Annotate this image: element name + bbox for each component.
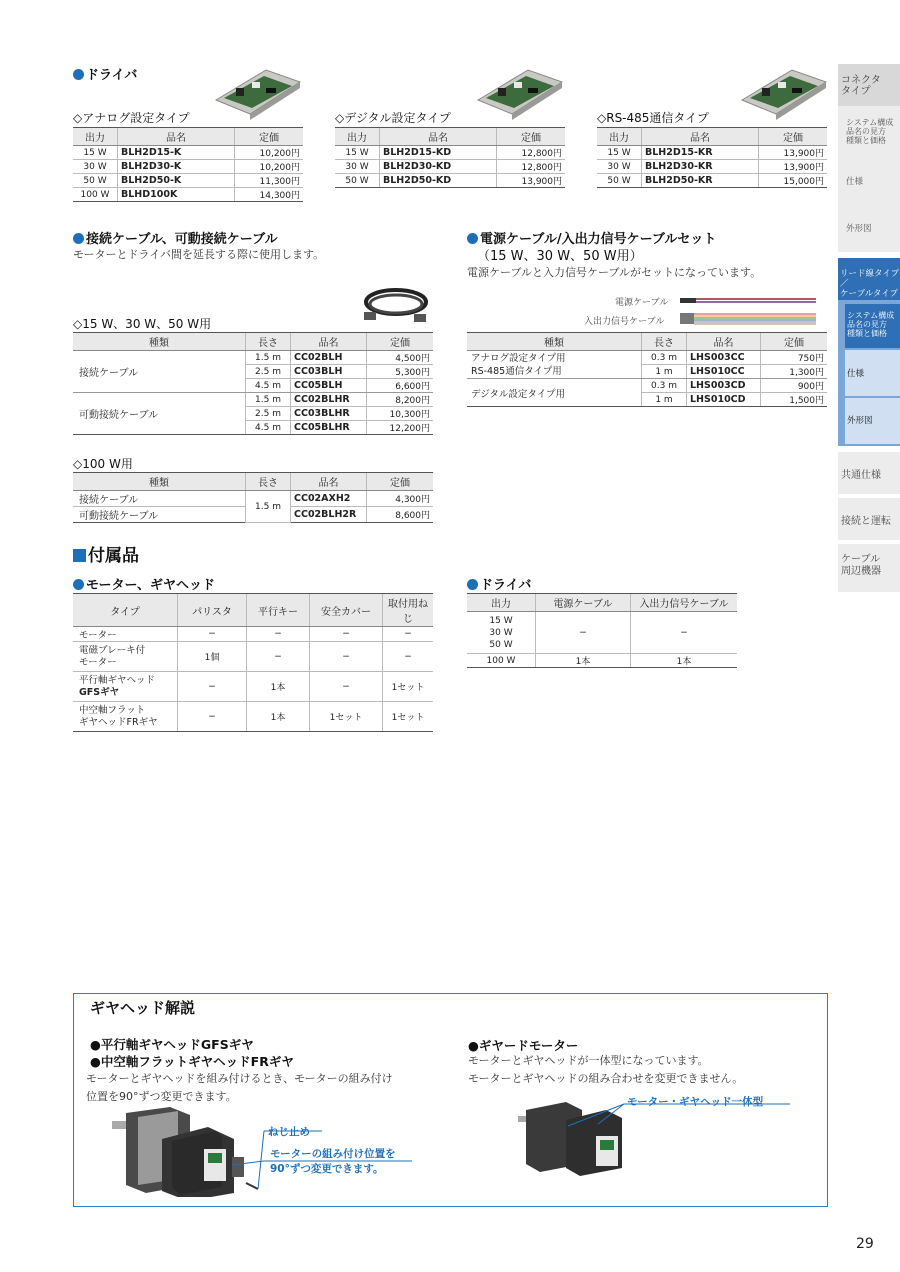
table-row: 30 W BLH2D30-KD 12,800円	[335, 160, 565, 174]
table-row: 30 W BLH2D30-KR 13,900円	[597, 160, 827, 174]
geared-motor-desc-1: モーターとギヤヘッドが一体型になっています。	[468, 1054, 709, 1067]
col-header: 出力	[597, 128, 642, 146]
sidebar-label: 外形図	[846, 224, 872, 234]
table-row: 1 m LHS010CC 1,300円	[467, 365, 827, 379]
driver-digital-title: ◇デジタル設定タイプ	[335, 111, 451, 125]
col-header: 長さ	[642, 333, 687, 351]
col-header: 平行キー	[247, 594, 310, 627]
table-row: モーター − − − −	[73, 627, 433, 642]
sidebar-label: ケーブル 周辺機器	[841, 554, 881, 577]
power-cable-image	[680, 294, 820, 308]
sidebar-label: 仕様	[846, 177, 864, 187]
col-header: 品名	[380, 128, 497, 146]
accessory-motor-heading: モーター、ギヤヘッド	[73, 574, 215, 593]
accessory-section-heading: 付属品	[73, 541, 139, 566]
table-row: 30 W BLH2D30-K 10,200円	[73, 160, 303, 174]
io-cable-image	[680, 312, 820, 326]
cable-section-desc: モーターとドライバ間を延長する際に使用します。	[73, 248, 325, 261]
table-row: 2.5 m CC03BLHR 10,300円	[73, 407, 433, 421]
table-row: 1 m LHS010CD 1,500円	[467, 393, 827, 407]
col-header: 種類	[467, 333, 642, 351]
driver-section-heading: ドライバ	[73, 64, 137, 83]
table-row: 4.5 m CC05BLH 6,600円	[73, 379, 433, 393]
table-row: 可動接続ケーブル CC02BLH2R 8,600円	[73, 507, 433, 523]
col-header: 入出力信号ケーブル	[631, 594, 738, 612]
table-row: 15 W BLH2D15-KD 12,800円	[335, 146, 565, 160]
col-header: 取付用ねじ	[383, 594, 434, 627]
col-header: パリスタ	[178, 594, 247, 627]
power-section-desc: 電源ケーブルと入力信号ケーブルがセットになっています。	[467, 266, 762, 279]
gfs-gear-desc-2: 位置を90°ずつ変更できます。	[86, 1090, 237, 1103]
driver-photo	[732, 62, 828, 120]
driver-photo	[468, 62, 564, 120]
sidebar-label: システム構成 品名の見方 種類と価格	[847, 311, 895, 338]
col-header: 定価	[497, 128, 566, 146]
driver-photo	[206, 62, 302, 120]
table-row: 15 W BLH2D15-K 10,200円	[73, 146, 303, 160]
gfs-gear-desc-1: モーターとギヤヘッドを組み付けるとき、モーターの組み付け	[86, 1072, 393, 1085]
col-header: 品名	[118, 128, 235, 146]
sidebar-label: コネクタ タイプ	[841, 75, 881, 97]
driver-rs485-title: ◇RS-485通信タイプ	[597, 111, 709, 125]
table-row: 100 W BLHD100K 14,300円	[73, 188, 303, 202]
col-header: 定価	[761, 333, 828, 351]
col-header: 出力	[335, 128, 380, 146]
geared-motor-desc-2: モーターとギヤヘッドの組み合わせを変更できません。	[468, 1072, 744, 1085]
accessory-driver-table	[467, 593, 737, 668]
cable-table-2-title: ◇100 W用	[73, 457, 133, 471]
gfs-gear-heading: ●平行軸ギヤヘッドGFSギヤ	[90, 1037, 254, 1052]
sidebar-label: 共通仕様	[841, 470, 881, 481]
fr-gear-heading: ●中空軸フラットギヤヘッドFRギヤ	[90, 1054, 294, 1069]
table-row: 50 W BLH2D50-KR 15,000円	[597, 174, 827, 188]
accessory-driver-heading: ドライバ	[467, 574, 531, 593]
cable-table-1	[73, 332, 433, 435]
col-header: 品名	[291, 333, 367, 351]
cable-table-2	[73, 472, 433, 523]
col-header: 出力	[73, 128, 118, 146]
table-row: 平行軸ギヤヘッド GFSギヤ − 1本 − 1セット	[73, 672, 433, 702]
col-header: タイプ	[73, 594, 178, 627]
table-row: 接続ケーブル 1.5 m CC02AXH2 4,300円	[73, 491, 433, 507]
accessory-motor-table	[73, 593, 433, 732]
col-header: 品名	[291, 473, 367, 491]
geared-motor-heading: ●ギヤードモーター	[468, 1038, 579, 1053]
table-row: 2.5 m CC03BLH 5,300円	[73, 365, 433, 379]
table-row: 100 W 1本 1本	[467, 654, 737, 668]
driver-analog-title: ◇アナログ設定タイプ	[73, 111, 190, 125]
col-header: 種類	[73, 473, 246, 491]
io-cable-label: 入出力信号ケーブル	[584, 317, 665, 327]
table-row: 15 W 30 W 50 W − −	[467, 612, 737, 654]
table-row: 電磁ブレーキ付 モーター 1個 − − −	[73, 642, 433, 672]
col-header: 定価	[235, 128, 304, 146]
mount-position-callout-1: モーターの組み付け位置を	[270, 1148, 396, 1160]
col-header: 電源ケーブル	[536, 594, 631, 612]
screw-fix-callout: ねじ止め	[268, 1126, 310, 1138]
driver-digital-table	[335, 127, 565, 188]
col-header: 出力	[467, 594, 536, 612]
sidebar-label: 外形図	[847, 416, 873, 426]
col-header: 安全カバー	[310, 594, 383, 627]
table-row: 15 W BLH2D15-KR 13,900円	[597, 146, 827, 160]
col-header: 品名	[642, 128, 759, 146]
table-row: 中空軸フラット ギヤヘッドFRギヤ − 1本 1セット 1セット	[73, 702, 433, 732]
integrated-callout: モーター・ギヤヘッド一体型	[627, 1096, 764, 1108]
sidebar-label: システム構成 品名の見方 種類と価格	[846, 118, 894, 145]
table-row: デジタル設定タイプ用 0.3 m LHS003CD 900円	[467, 379, 827, 393]
col-header: 種類	[73, 333, 246, 351]
mount-position-callout-2: 90°ずつ変更できます。	[270, 1163, 384, 1175]
table-row: 可動接続ケーブル 1.5 m CC02BLHR 8,200円	[73, 393, 433, 407]
col-header: 品名	[687, 333, 761, 351]
power-cable-table	[467, 332, 827, 407]
col-header: 長さ	[246, 333, 291, 351]
col-header: 長さ	[246, 473, 291, 491]
cable-photo	[360, 282, 432, 328]
sidebar-label: 仕様	[847, 369, 865, 379]
driver-rs485-table	[597, 127, 827, 188]
gearhead-box-title: ギヤヘッド解説	[90, 999, 196, 1017]
sidebar-label: リード線タイプ／ ケーブルタイプ	[840, 269, 900, 299]
table-row: 50 W BLH2D50-K 11,300円	[73, 174, 303, 188]
table-row: 50 W BLH2D50-KD 13,900円	[335, 174, 565, 188]
table-row: 4.5 m CC05BLHR 12,200円	[73, 421, 433, 435]
sidebar-label: 接続と運転	[841, 516, 891, 527]
table-row: 接続ケーブル 1.5 m CC02BLH 4,500円	[73, 351, 433, 365]
col-header: 定価	[367, 473, 434, 491]
driver-analog-table	[73, 127, 303, 202]
cable-table-1-title: ◇15 W、30 W、50 W用	[73, 317, 212, 331]
page-number: 29	[856, 1236, 874, 1252]
cable-section-heading: 接続ケーブル、可動接続ケーブル	[73, 228, 278, 247]
power-section-subtitle: （15 W、30 W、50 W用）	[477, 249, 643, 264]
power-cable-label: 電源ケーブル	[615, 298, 669, 308]
table-row: アナログ設定タイプ用 RS-485通信タイプ用 0.3 m LHS003CC 750円	[467, 351, 827, 365]
power-section-heading: 電源ケーブル/入出力信号ケーブルセット	[467, 228, 716, 247]
col-header: 定価	[759, 128, 828, 146]
col-header: 定価	[367, 333, 434, 351]
